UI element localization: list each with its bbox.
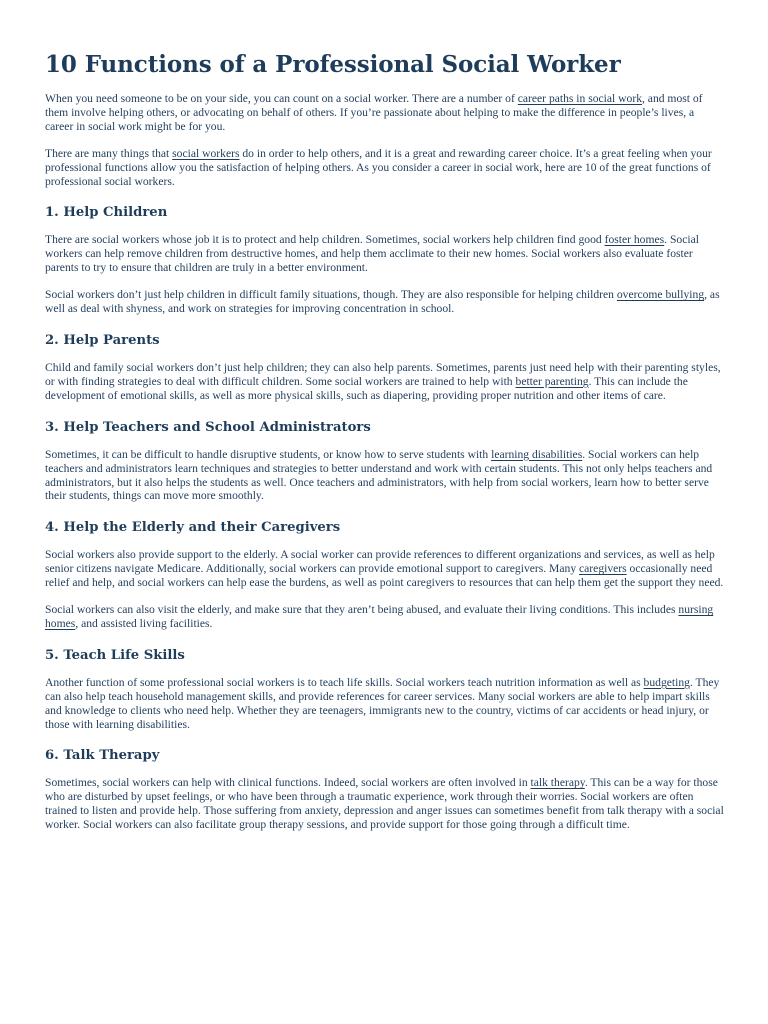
paragraph-text: Social workers don’t just help children in difficult family situations, though. They are also responsible for helping children: [45, 288, 617, 302]
link-learning-disabilities[interactable]: learning disabilities: [491, 447, 583, 461]
paragraph-text: . Social workers can help teachers and administrators learn techniques and strategies to better understand and work with certain students. This not only helps teachers and administrators, but it also helps the students as well. Once teachers and administrators, with help from social workers, learn how to better serve their students, things can move more smoothly.: [45, 447, 713, 503]
document-page: [45, 50, 725, 845]
link-caregivers[interactable]: caregivers: [579, 562, 627, 576]
paragraph-text: . They can also help teach household management skills, and provide references for career services. Many social workers are able to help impart skills and knowledge to clients who need help. Whether they are teenagers, immigrants new to the country, victims of car accidents or head injury, or those with learning disabilities.: [45, 675, 720, 731]
paragraph-text: Social workers also provide support to the elderly. A social worker can provide references to different organizations and services, as well as help senior citizens navigate Medicare. Additionally, social workers can provide emotional support to caregivers. Many: [45, 548, 715, 576]
page-title: 10 Functions of a Professional Social Worker: [45, 51, 621, 78]
link-foster-homes[interactable]: foster homes: [604, 233, 665, 247]
section-heading-help-children: 1. Help Children: [45, 205, 168, 221]
paragraph-text: , as well as deal with shyness, and work on strategies for improving concentration in school.: [45, 288, 720, 316]
section-1-paragraph-2: [45, 288, 725, 316]
intro-paragraph-2: [45, 147, 725, 189]
paragraph-text: do in order to help others, and it is a great and rewarding career choice. It’s a great feeling when your professional functions allow you the satisfaction of helping others. As you consider a career in social work, here are 10 of the great functions of professional social workers.: [45, 146, 712, 188]
paragraph-text: . This can be a way for those who are disturbed by upset feelings, or who have been through a traumatic experience, work through their worries. Social workers are often trained to listen and provide help. Those suffering from anxiety, depression and anger issues can sometimes benefit from talk therapy with a social worker. Social workers can also facilitate group therapy sessions, and provide support for those going through a difficult time.: [45, 776, 724, 832]
section-heading-teach-life-skills: 5. Teach Life Skills: [45, 647, 185, 663]
section-heading-help-teachers: 3. Help Teachers and School Administrators: [45, 419, 371, 435]
section-6-paragraph-1: [45, 776, 725, 832]
section-1-paragraph-1: [45, 233, 725, 275]
link-talk-therapy[interactable]: talk therapy: [530, 776, 585, 790]
section-5-paragraph-1: [45, 676, 725, 732]
section-heading-help-parents: 2. Help Parents: [45, 332, 160, 348]
intro-paragraph-1: [45, 92, 725, 134]
section-2-paragraph-1: [45, 361, 725, 403]
link-social-workers[interactable]: social workers: [172, 146, 240, 160]
paragraph-text: occasionally need relief and help, and social workers can help ease the burdens, as well as point caregivers to resources that can help them get the support they need.: [45, 562, 724, 590]
paragraph-text: . This can include the development of emotional skills, as well as more physical skills, such as diapering, providing proper nutrition and other items of care.: [45, 374, 688, 402]
paragraph-text: , and assisted living facilities.: [75, 616, 213, 630]
section-4-paragraph-1: [45, 548, 725, 590]
section-heading-help-elderly: 4. Help the Elderly and their Caregivers: [45, 520, 341, 536]
section-heading-talk-therapy: 6. Talk Therapy: [45, 748, 160, 764]
paragraph-text: There are many things that: [45, 146, 173, 160]
paragraph-text: Social workers can also visit the elderly, and make sure that they aren’t being abused, and evaluate their living conditions. This includes: [45, 603, 679, 617]
section-3-paragraph-1: [45, 448, 725, 504]
paragraph-text: There are social workers whose job it is to protect and help children. Sometimes, social workers help children find good: [45, 233, 605, 247]
paragraph-text: Another function of some professional social workers is to teach life skills. Social workers teach nutrition information as well as: [45, 675, 644, 689]
paragraph-text: Sometimes, it can be difficult to handle disruptive students, or know how to serve students with: [45, 447, 492, 461]
paragraph-text: Sometimes, social workers can help with clinical functions. Indeed, social workers are often involved in: [45, 776, 531, 790]
link-overcome-bullying[interactable]: overcome bullying: [616, 288, 705, 302]
link-career-paths[interactable]: career paths in social work: [517, 92, 642, 105]
section-4-paragraph-2: [45, 603, 725, 631]
paragraph-text: When you need someone to be on your side, you can count on a social worker. There are a number of: [45, 92, 518, 105]
link-budgeting[interactable]: budgeting: [643, 675, 690, 689]
link-better-parenting[interactable]: better parenting: [515, 374, 589, 388]
paragraph-text: , and most of them involve helping others, or advocating on behalf of others. If you’re passionate about helping to make the difference in people’s lives, a career in social work might be for you.: [45, 92, 703, 133]
paragraph-text: Child and family social workers don’t just help children; they can also help parents. Sometimes, parents just need help with their parenting styles, or with finding strategies to deal with difficult children. Some social workers are trained to help with: [45, 360, 721, 388]
paragraph-text: . Social workers can help remove children from destructive homes, and help them acclimate to their new homes. Social workers also evaluate foster parents to try to ensure that children are truly in a better environment.: [45, 233, 699, 275]
link-nursing-homes[interactable]: nursing homes: [45, 603, 714, 630]
